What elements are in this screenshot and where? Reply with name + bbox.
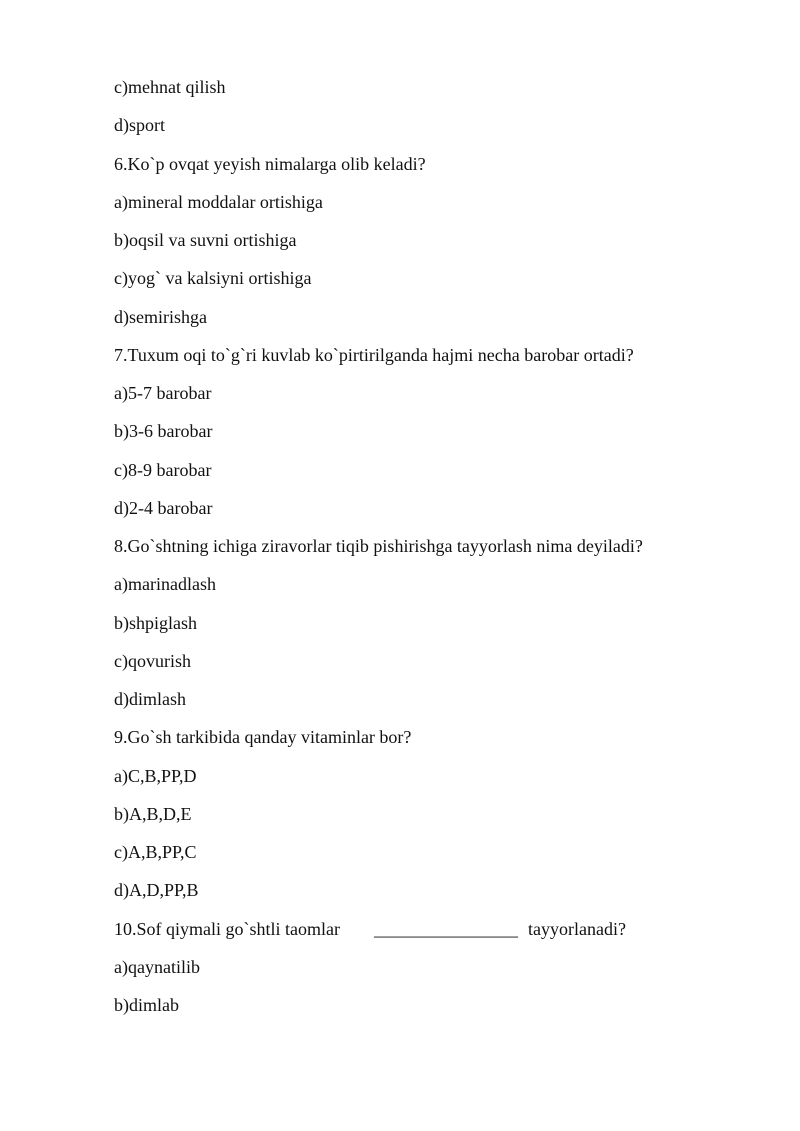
question-10-blank: ________________ [373,918,518,939]
question-10 [114,916,754,954]
question-6-option-c: c)yog` va kalsiyni ortishiga [114,268,312,289]
question-8-option-d: d)dimlash [114,689,186,709]
question-6-option-a: a)mineral moddalar ortishiga [114,191,323,212]
question-9: 9.Go`sh tarkibida qanday vitaminlar bor? [114,727,412,748]
question-9-option-b: b)A,B,D,E [114,803,192,824]
question-8-option-b: b)shpiglash [114,612,197,633]
question-7: 7.Tuxum oqi to`g`ri kuvlab ko`pirtirilganda hajmi necha barobar ortadi? [114,344,634,365]
question-6: 6.Ko`p ovqat yeyish nimalarga olib keladi? [114,153,426,174]
question-7-option-c: c)8-9 barobar [114,459,212,480]
question-9-option-c: c)A,B,PP,C [114,842,197,862]
option-c-mehnat-qilish: c)mehnat qilish [114,77,226,97]
question-9-option-a: a)C,B,PP,D [114,765,197,786]
question-7-option-d: d)2-4 barobar [114,497,213,518]
question-7-option-b: b)3-6 barobar [114,421,213,442]
question-7-option-a: a)5-7 barobar [114,383,212,403]
question-9-option-d: d)A,D,PP,B [114,880,199,901]
quiz-text [114,74,754,1030]
option-d-sport: d)sport [114,115,165,136]
question-8: 8.Go`shtning ichiga ziravorlar tiqib pishirishga tayyorlash nima deyiladi? [114,536,643,556]
question-10-text: 10.Sof qiymali go`shtli taomlar [114,918,340,939]
question-10-option-b: b)dimlab [114,995,179,1015]
question-6-option-d: d)semirishga [114,306,207,327]
question-8-option-c: c)qovurish [114,650,191,671]
question-8-option-a: a)marinadlash [114,574,216,595]
question-10-after-text: tayyorlanadi? [527,918,626,939]
question-10-option-a: a)qaynatilib [114,956,200,977]
question-6-option-b: b)oqsil va suvni ortishiga [114,230,297,250]
